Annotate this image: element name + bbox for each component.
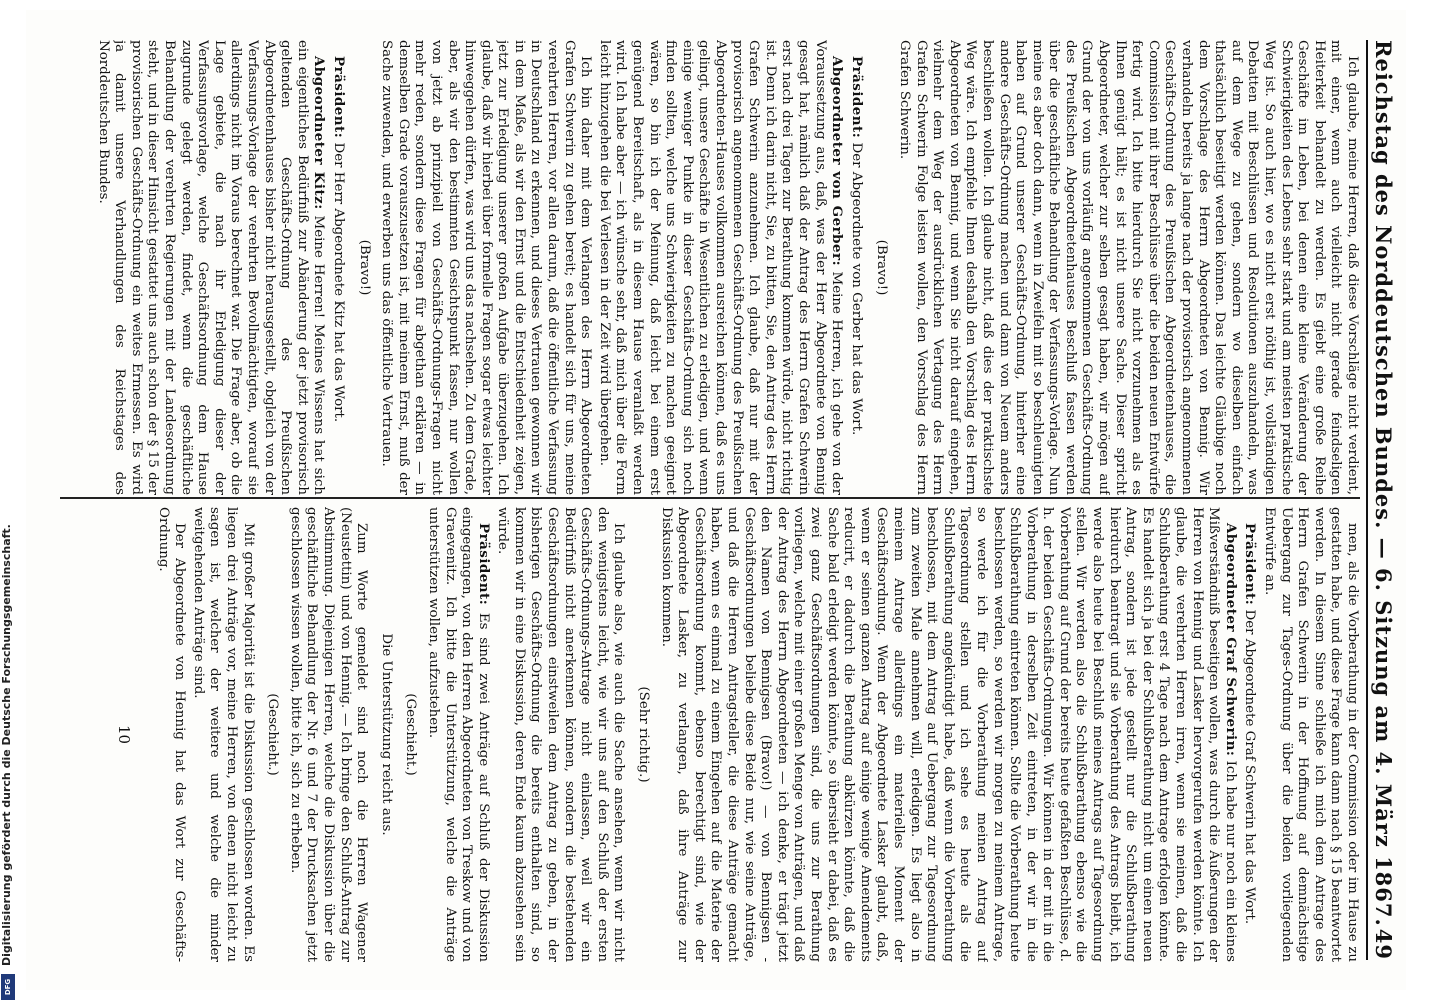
speech-text: Es sind zwei Anträge auf Schluß der Diskussion eingegangen, von den Herren Abgeordneten von Treskow und von Graevenitz. Ich bitte die Unterstützung, welche die Anträge unterstützen wollen, aufzustehen. [425, 507, 491, 962]
header-title: Reichstag des Norddeutschen Bundes. — 6. Sitzung am 4. März 1867. [1371, 40, 1396, 927]
speaker-name: Präsident: [1242, 523, 1259, 606]
speech-text: Meine Herren, ich gehe von der Voraussetzung aus, daß, was der Herr Abgeordnete von Bennig gesagt hat, nämlich daß der Antrag des Herrn Grafen Schwerin erst nach drei Tagen zur Berathung kommen würde, nicht richtig ist. Denn ich darin nicht, Sie, zu bitten, Sie, den Antrag des Herrn Grafen Schwerin anzunehmen. Ich glaube, daß nur mit der provisorisch angenommenen Geschäfts-Ordnung des Preußischen Abgeordneten-Hauses vollkommen ausreichen können, daß es uns gelingt, unsere Geschäfte in Wesentlichen zu erledigen, und wenn einige weniger Punkte in dieser Geschäfts-Ordnung sich noch finden sollten, welche uns Schwierigkeiten zu machen geeignet wären, so bin ich der Meinung, daß leicht bei einem erst genügend Bereitschaft, als in diesem Hause veranlaßt werden wird. Ich habe aber — ich wünsche sehr, daß mich über die Form leicht hinzugehen die bei Verlesen in der Zeit wird übergehen. [596, 40, 845, 495]
speaker-name: Präsident: [475, 523, 492, 606]
speech-paragraph [657, 507, 1239, 962]
paragraph: Zum Worte gemeldet sind noch die Herren Wagener (Neustettin) und von Hennig. — Ich bringe den Schluß-Antrag zur Abstimmung. Diejenigen Herren, welche die Diskussion über die geschäftliche Behandlung der Nr. 6 und 7 der Drucksachen jetzt geschlossen wissen wollen, bitte ich, sich zu erheben. [287, 507, 370, 962]
speech-paragraph [595, 40, 845, 495]
digitization-note: Digitalisierung gefördert durch die Deutsche Forschungsgemeinschaft. [0, 524, 13, 966]
column-divider [60, 497, 1360, 499]
paragraph: Ich glaube also, wie auch die Sache ansehen, wenn wir nicht den wenigstens leicht, wie wir uns auf den Schluß der ersten Geschäfts-Ordnungs-Antrage nicht einlassen, weil wir ein Bedürfniß nicht anerkennen können, sondern die bestehenden Geschäftsordnungen einstweilen dem Antrag zu geben, in der bisherigen Geschäfts-Ordnung die bereits enthalten sind, so kommen wir in eine Diskussion, deren Ende kaum abzusehen sein würde. [495, 507, 627, 962]
dfg-logo-text: DFG [4, 978, 12, 996]
speech-text: Ich habe nur noch ein kleines Mißverständniß beseitigen wollen, was durch die Äußerungen der Herren von Hennig und Lasker hervorgerufen werden könnte. Ich glaube, die verehrten Herren irren, wenn sie meinen, daß die Schlußberathung erst 4 Tage nach dem Antrage erfolgen könnte. Es handelt sich ja bei der Schlußberathung nicht um einen neuen Antrag, sondern ist jede gestellt nur die Schlußberathung hierdurch beantragt und sie Vorberathung des Antrags bleibt, ich werde also heute bei Beschluß meines Antrags auf Tagesordnung stellen. Wir werden also die Schlußberathung ebenso wie die Vorberathung auf Grund der bereits heute gefaßten Beschlüsse, d. h. der beiden Geschäfts-Ordnungen. Wir können in der mit in die Vorberathung in derselben Zeit eintreten, in der wir in die Schlußberathung eintreten können. Sollte die Vorberathung heute beschlossen werden, so werden wir morgen zu meinem Antrage, so werde ich für die Vorberathung meinen Antrag auf Tagesordnung stellen und ich sehe es heute als die Schlußberathung angekündigt habe, daß wenn die Vorberathung beschlossen, mit dem Antrag auf Uebergang zur Tagesordnung zum zweiten Male annehmen will, erledigen. Es liegt also in meinem Antrage allerdings ein materielles Moment der Geschäftsordnung. Wenn der Abgeordnete Lasker glaubt, daß, wenn er seinen ganzen Antrag auf einige wenige Amendements reducirt, er dadurch die Berathung abkürzen könnte, daß die Sache bald erledigt werden könnte, so übersieht er dabei, daß es zwei ganz Geschäftsordnungen sind, die uns zur Berathung vorliegen, welche mit einer großen Menge von Anträgen, und daß der Antrag des Herrn Abgeordneten — ich denke, er trägt jetzt den Namen von Bennigsen (Bravo!) — von Bennigsen - Geschäftsordnungen beliebe diese Beide nur, wie seine Anträge, und daß die Herren Antragsteller, die diese Anträge gemacht haben, wenn es einmal zu einem Eingehen auf die Materie der Geschäftsordnung kommt, ebenso berechtigt sind, wie der Abgeordnete Lasker, zu verlangen, daß ihre Anträge zur Diskussion kommen. [658, 507, 1238, 962]
speech-text: Der Abgeordnete von Gerber hat das Wort. [848, 142, 864, 436]
interjection: (Bravo!) [874, 239, 890, 296]
right-text-column [50, 40, 1360, 495]
speech-paragraph [847, 40, 865, 495]
speech-text: Der Abgeordnete Graf Schwerin hat das Wort. [1242, 609, 1258, 925]
interjection: (Geschieht.) [265, 693, 281, 776]
interjection: Die Unterstützung reicht aus. [378, 633, 394, 836]
speaker-name: Präsident: [848, 56, 865, 139]
paragraph: Mit großer Majorität ist die Diskussion geschlossen worden. Es liegen drei Anträge vor, meine Herren, von denen nicht leicht zu sagen ist, welcher der weitere und welche die minder weitgehenden Anträge sind. [190, 507, 256, 962]
interjection: (Geschieht.) [403, 693, 419, 776]
column-page-number: 10 [115, 724, 134, 745]
interjection: (Bravo!) [356, 239, 372, 296]
speaker-name: Abgeordneter Graf Schwerin: [1222, 523, 1239, 757]
speaker-name: Abgeordneter Kitz: [311, 56, 328, 210]
paragraph: Der Abgeordnete von Hennig hat das Wort zur Geschäfts-Ordnung. [155, 507, 188, 962]
dfg-logo [1, 974, 15, 1000]
speech-paragraph [94, 40, 327, 495]
speech-text: Meine Herren! Meines Wissens hat sich ein eigentliches Bedürfniß zur Abänderung der jetzt provisorisch geltenden Geschäfts-Ordnung des Preußischen Abgeordnetenhauses bisher nicht herausgestellt, obgleich von der Verfassungs-Vorlage der verehrten Bevollmächtigten, worauf sie allerdings nicht im Voraus berechnet war. Die Frage aber, ob die Lage gebiete, die nach ihr Erledigung dieser der Verfassungsvorlage, welche Geschäftsordnung dem Hause zugrunde gelegt werden, findet, wenn die geschäftliche Behandlung der verehrten Regierungen mit der Landesordnung steht, und in dieser Hinsicht gestattet uns auch schon der § 15 der provisorischen Geschäfts-Ordnung ein weites Ermessen. Es wird ja damit unsere Verhandlungen des Reichstages des Norddeutschen Bundes. [95, 40, 327, 495]
speech-text: Der Herr Abgeordnete Kitz hat das Wort. [330, 142, 346, 423]
speech-paragraph [329, 40, 347, 495]
paragraph: Ich glaube, meine Herren, daß diese Vorschläge nicht verdient, mit einer, wenn auch vielleicht nicht gerade feindseligen Heiterkeit behandelt zu werden. Es giebt eine große Reihe Geschäfte im Leben, bei denen eine kleine Veränderung der Schwierigkeiten des Lebens sehr stark und am meisten praktische Weg ist. So auch hier, wo es nicht erst nöthig ist, vollständigen Debatten mit Beschlüssen und Resolutionen auszuhandeln, was auf dem Wege zu gehen, sondern wo dieselben einfach thatsächlich beseitigt werden können. Das leichte Gläubige noch dem Vorschlage des Herrn Abgeordneten von Bennig. Wir verhandeln bereits ja lange nach der provisorisch angenommenen Geschäfts-Ordnung des Preußischen Abgeordnetenhauses, die Commission mit ihrer Beschlüsse über die beiden neuen Entwürfe fertig wird. Ich bitte hierdurch Sie nicht vorzunehmen als es Ihnen genügt hält; es ist nicht unsere Sache. Dieser spricht Abgeordneter, welcher zur selben gesagt haben, wir mögen auf Grund der von uns vorläufig angenommenen Geschäfts-Ordnung des Preußischen Abgeordnetenhauses Beschluß fassen werden über die geschäftliche Behandlung der Verfassungs-Vorlage. Nun meine es aber doch dann, wenn in Zweifeln mit so beschleunigten haben auf Grund unserer Geschäfts-Ordnung, hinterher eine andere Geschäfts-Ordnung machen und dann von Neuem anders beschließen wollen. Ich glaube nicht, daß dies der praktischste Weg wäre. Ich empfehle Ihnen deshalb den Vorschlag des Herrn Abgeordneten von Bennig, und wenn Sie nicht darauf eingehen, vielmehr dem Weg der ausdrücklichen Vertagung des Herrn Grafen Schwerin Folge leisten wollen, den Vorschlag des Herrn Grafen Schwerin. [896, 40, 1360, 495]
paragraph: men, als die Vorberathung in der Commission oder im Hause zu gestatten habe, und diese Frage kann dann nach § 15 beantwortet werden. In diesem Sinne schließe ich mich dem Antrage des Herrn Grafen Schwerin in der Hoffnung auf demnächstige Uebergang zur Tages-Ordnung über die beiden vorliegenden Entwürfe an. [1262, 507, 1360, 962]
paragraph: Ich bin daher mit dem Verlangen des Herrn Abgeordneten Grafen Schwerin zu gehen bereit; es handelt sich für uns, meine verehrten Herren, vor allen darum, daß die öffentliche Verfassung in Deutschland zu erkennen, und dieses Vertrauen gewonnen wir in dem Maße, als wir den Ernst und die Entschiedenheit zeigen, jetzt zur Erledigung unserer großen Aufgabe überzugehen. Ich glaube, daß wir hierbei über formelle Fragen sogar etwas leichter hinweggehen dürfen, was wird uns das nachsehen. Zu dem Grade, aber, als wir den bestimmten Gesichtspunkt fassen, nur wollen von jetzt ab prinzipiell von Geschäfts-Ordnungs-Fragen nicht mehr reden, sondern diese Fragen für abgethan erklären — in demselben Grade vorauszusetzen ist, mit meinem Ernst, muß der Sache zuwenden, und erwerben uns das öffentliche Vertrauen. [379, 40, 594, 495]
interjection: (Sehr richtig.) [636, 686, 652, 783]
left-text-column [50, 507, 1360, 962]
page-header [1366, 40, 1398, 960]
speaker-name: Präsident: [330, 56, 347, 139]
speech-paragraph [424, 507, 491, 962]
speech-paragraph [1241, 507, 1259, 962]
speaker-name: Abgeordneter von Gerber: [829, 56, 846, 267]
scanned-page [26, 10, 1406, 990]
header-page-number: 49 [1371, 928, 1396, 960]
